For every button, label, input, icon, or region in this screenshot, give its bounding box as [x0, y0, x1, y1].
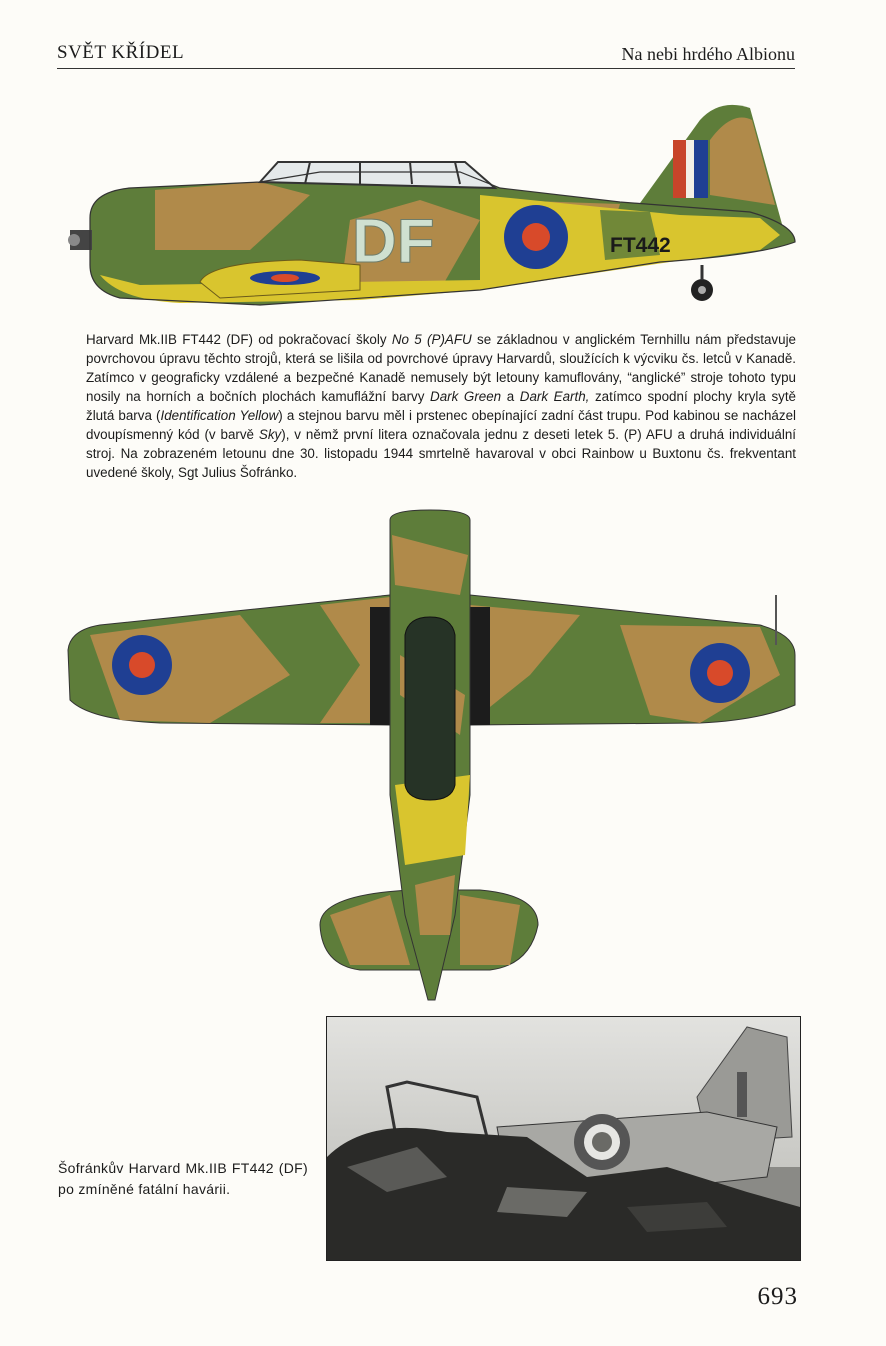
fin-flash-blue [694, 140, 708, 198]
caption-text-5: ) a stejnou barvu měl i prstenec obepínající zadní část trupu. Pod kabinou se nacházel dvoupísmenný kód (v barvě [86, 408, 796, 442]
caption-identification-yellow: Identification Yellow [160, 408, 279, 423]
caption-text-2: se základnou v anglickém Ternhillu nám představuje povrchovou úpravu těchto strojů, která se lišila od povrchové úpravy Harvardů, sloužících k výcviku čs. letců v Kanadě. Zatímco v geograficky vzdálené a bezpečné Kanadě nemusely být letouny kamuflovány, “anglické” stroje tohoto typu nosily na horních a bočních plochách kamuflážní barvy [86, 332, 796, 404]
caption-sky: Sky [258, 427, 282, 442]
code-letters: DF [352, 207, 435, 276]
running-header-chapter: Na nebi hrdého Albionu [621, 44, 795, 64]
fin-flash-red [673, 140, 686, 198]
caption-text-6: ), v němž první litera označovala jednu z deseti letek 5. (P) AFU a druhá individuální stroj. Na zobrazeném letounu dne 30. listopadu 1944 smrtelně havaroval v obci Rainbow u Buxtonu čs. frekventant uvedené školy, Sgt Julius Šofránko. [86, 427, 796, 480]
crash-photo [326, 1016, 801, 1261]
canopy-top [405, 617, 455, 800]
running-header-title: SVĚT KŘÍDEL [57, 42, 185, 63]
serial-number: FT442 [610, 234, 671, 257]
fin-flash-white [686, 140, 694, 198]
header-rule [57, 68, 795, 69]
caption-school: No 5 (P)AFU [391, 332, 472, 347]
caption-dark-earth: Dark Earth, [519, 389, 590, 404]
caption-text-3: a [501, 389, 520, 404]
caption-text-4: zatímco spodní plochy kryla sytě žlutá barva ( [86, 389, 797, 423]
aircraft-side-profile [60, 100, 800, 315]
photo-caption: Šofránkův Harvard Mk.IIB FT442 (DF) po zmíněné fatální havárii. [58, 1160, 308, 1197]
profile-caption [86, 330, 796, 482]
caption-dark-green: Dark Green [430, 389, 502, 404]
caption-text-1: Harvard Mk.IIB FT442 (DF) od pokračovací školy [86, 332, 392, 347]
page-number: 693 [757, 1283, 798, 1310]
aircraft-top-view [60, 495, 800, 1010]
